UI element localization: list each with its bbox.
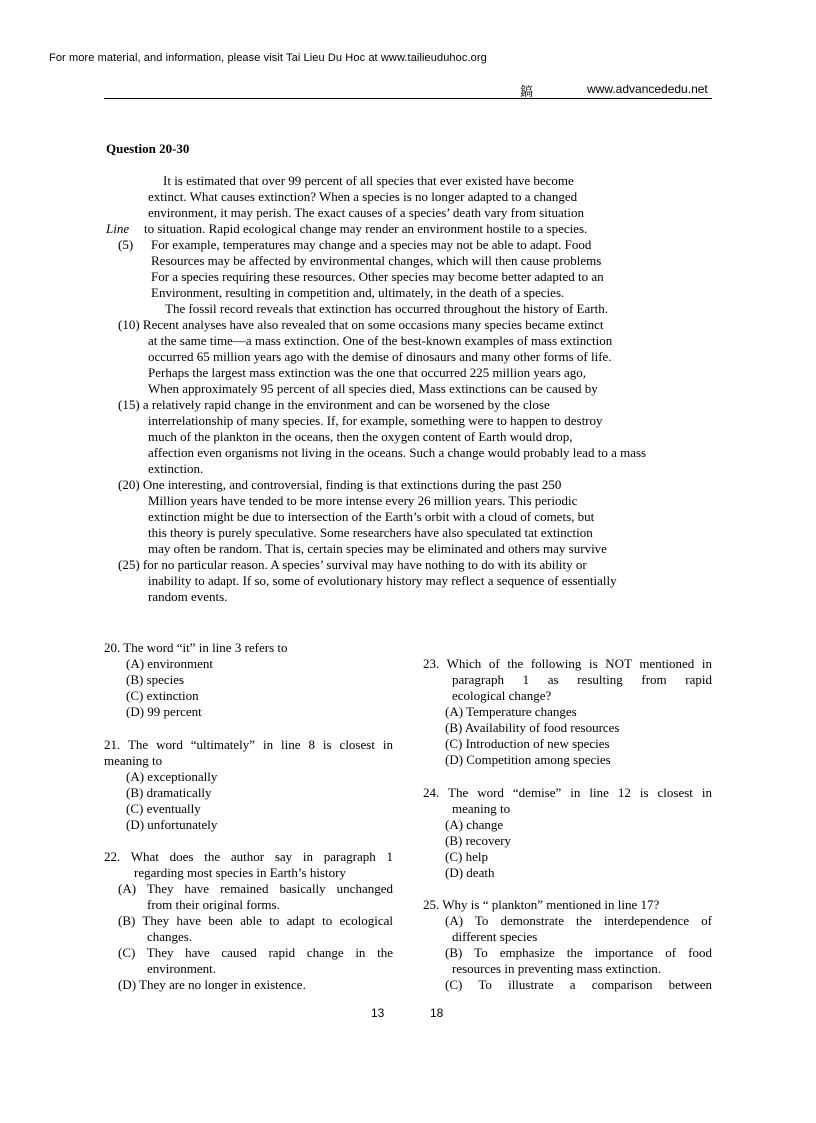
- answer-option[interactable]: (B) recovery: [445, 833, 512, 848]
- answer-option[interactable]: resources in preventing mass extinction.: [452, 961, 662, 976]
- answer-option[interactable]: (A) To demonstrate the interdependence of: [445, 913, 712, 928]
- passage-line: environment, it may perish. The exact causes of a species’ death vary from situation: [148, 205, 584, 220]
- answer-option[interactable]: (C) They have caused rapid change in the: [118, 945, 393, 960]
- answer-option[interactable]: different species: [452, 929, 538, 944]
- passage-line: inability to adapt. If so, some of evolutionary history may reflect a sequence of essentially: [148, 573, 617, 588]
- question-stem: ecological change?: [452, 688, 552, 703]
- page-number: 13: [371, 1006, 385, 1020]
- passage-line: For example, temperatures may change and a species may not be able to adapt. Food: [151, 237, 592, 252]
- question-stem: 23. Which of the following is NOT mentioned in: [423, 656, 712, 671]
- header-rule: [104, 98, 712, 99]
- answer-option[interactable]: (B) species: [126, 672, 185, 687]
- passage-line: (10) Recent analyses have also revealed that on some occasions many species became extinct: [118, 317, 604, 332]
- answer-option[interactable]: (A) They have remained basically unchanged: [118, 881, 393, 896]
- passage-line: (15) a relatively rapid change in the environment and can be worsened by the close: [118, 397, 550, 412]
- passage-line: extinction might be due to intersection of the Earth’s orbit with a cloud of comets, but: [148, 509, 595, 524]
- passage-line: (20) One interesting, and controversial, finding is that extinctions during the past 250: [118, 477, 562, 492]
- passage-line: extinct. What causes extinction? When a species is no longer adapted to a changed: [148, 189, 578, 204]
- answer-option[interactable]: (B) They have been able to adapt to ecological: [118, 913, 393, 928]
- passage-line: affection even organisms not living in the oceans. Such a change would probably lead to a mass: [148, 445, 647, 460]
- passage-line: this theory is purely speculative. Some researchers have also speculated tat extinction: [148, 525, 593, 540]
- passage-line: Million years have tended to be more intense every 26 million years. This periodic: [148, 493, 578, 508]
- question-stem: paragraph 1 as resulting from rapid: [452, 672, 712, 687]
- passage-line: occurred 65 million years ago with the demise of dinosaurs and many other forms of life.: [148, 349, 612, 364]
- answer-option[interactable]: from their original forms.: [147, 897, 280, 912]
- question-stem: regarding most species in Earth’s history: [134, 865, 346, 880]
- answer-option[interactable]: changes.: [147, 929, 193, 944]
- answer-option[interactable]: (C) Introduction of new species: [445, 736, 610, 751]
- question-stem: meaning to: [452, 801, 511, 816]
- passage-line: Environment, resulting in competition and, ultimately, in the death of a species.: [151, 285, 565, 300]
- answer-option[interactable]: (D) 99 percent: [126, 704, 202, 719]
- passage-line: extinction.: [148, 461, 204, 476]
- answer-option[interactable]: (A) change: [445, 817, 504, 832]
- answer-option[interactable]: (A) environment: [126, 656, 214, 671]
- answer-option[interactable]: (D) unfortunately: [126, 817, 218, 832]
- passage-line: interrelationship of many species. If, for example, something were to happen to destroy: [148, 413, 603, 428]
- question-stem: 21. The word “ultimately” in line 8 is closest in: [104, 737, 393, 752]
- answer-option[interactable]: (A) Temperature changes: [445, 704, 577, 719]
- header-glyph: 鎬: [520, 85, 534, 100]
- passage-line: (25) for no particular reason. A species’ survival may have nothing to do with its ability or: [118, 557, 587, 572]
- passage-line: Perhaps the largest mass extinction was the one that occurred 225 million years ago,: [148, 365, 587, 380]
- answer-option[interactable]: environment.: [147, 961, 216, 976]
- answer-option[interactable]: (C) eventually: [126, 801, 201, 816]
- header-site: www.advancededu.net: [587, 82, 708, 96]
- answer-option[interactable]: (B) To emphasize the importance of food: [445, 945, 712, 960]
- passage-line: to situation. Rapid ecological change may render an environment hostile to a species.: [144, 221, 588, 236]
- page-number: 18: [430, 1006, 444, 1020]
- answer-option[interactable]: (D) death: [445, 865, 495, 880]
- answer-option[interactable]: (C) To illustrate a comparison between: [445, 977, 712, 992]
- answer-option[interactable]: (B) dramatically: [126, 785, 212, 800]
- passage-line: Resources may be affected by environmental changes, which will then cause problems: [151, 253, 602, 268]
- header-note: For more material, and information, please visit Tai Lieu Du Hoc at www.tailieuduhoc.org: [49, 52, 487, 64]
- answer-option[interactable]: (D) They are no longer in existence.: [118, 977, 306, 992]
- question-stem: 22. What does the author say in paragraph 1: [104, 849, 393, 864]
- answer-option[interactable]: (A) exceptionally: [126, 769, 218, 784]
- question-stem: 20. The word “it” in line 3 refers to: [104, 640, 288, 655]
- passage-line: When approximately 95 percent of all species died, Mass extinctions can be caused by: [148, 381, 598, 396]
- passage-line: It is estimated that over 99 percent of all species that ever existed have become: [163, 173, 574, 188]
- question-stem: 24. The word “demise” in line 12 is closest in: [423, 785, 712, 800]
- passage-line: For a species requiring these resources. Other species may become better adapted to an: [151, 269, 604, 284]
- question-title: Question 20-30: [106, 141, 190, 156]
- answer-option[interactable]: (C) help: [445, 849, 488, 864]
- line-label: Line: [106, 221, 130, 236]
- passage-line: The fossil record reveals that extinction has occurred throughout the history of Earth.: [165, 301, 608, 316]
- line-number: (5): [118, 237, 134, 252]
- answer-option[interactable]: (B) Availability of food resources: [445, 720, 620, 735]
- question-stem: meaning to: [104, 753, 163, 768]
- passage-line: may often be random. That is, certain species may be eliminated and others may survive: [148, 541, 607, 556]
- question-stem: 25. Why is “ plankton” mentioned in line 17?: [423, 897, 660, 912]
- passage-line: much of the plankton in the oceans, then the oxygen content of Earth would drop,: [148, 429, 573, 444]
- answer-option[interactable]: (D) Competition among species: [445, 752, 611, 767]
- passage-line: random events.: [148, 589, 228, 604]
- answer-option[interactable]: (C) extinction: [126, 688, 199, 703]
- passage-line: at the same time—a mass extinction. One of the best-known examples of mass extinction: [148, 333, 613, 348]
